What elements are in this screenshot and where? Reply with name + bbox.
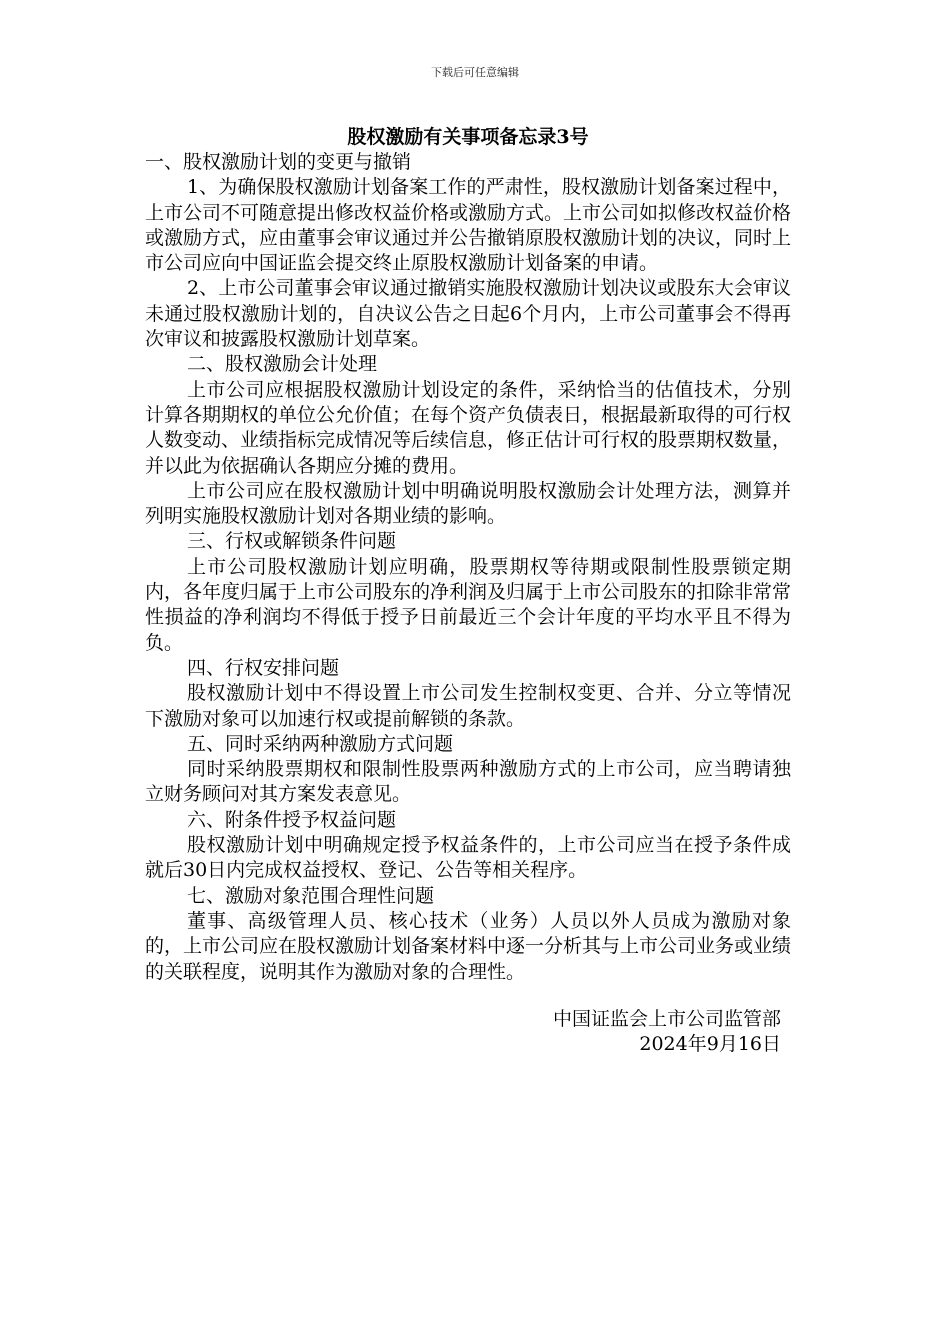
section-heading: 一、股权激励计划的变更与撤销	[145, 151, 412, 173]
paragraph: 董事、高级管理人员、核心技术（业务）人员以外人员成为激励对象的，上市公司应在股权激励计划备案材料中逐一分析其与上市公司业务或业绩的关联程度，说明其作为激励对象的合理性。	[145, 909, 792, 983]
paragraph: 股权激励计划中明确规定授予权益条件的，上市公司应当在授予条件成就后30日内完成权益授权、登记、公告等相关程序。	[145, 834, 791, 882]
section-conditional-grant	[145, 808, 791, 884]
signature-block	[145, 1007, 791, 1058]
document-body	[145, 150, 791, 985]
signature-organization: 中国证监会上市公司监管部	[552, 1007, 781, 1030]
section-heading: 五、同时采纳两种激励方式问题	[187, 732, 454, 755]
section-heading: 二、股权激励会计处理	[187, 353, 378, 376]
paragraph: 2、上市公司董事会审议通过撤销实施股权激励计划决议或股东大会审议未通过股权激励计划的，自决议公告之日起6个月内，上市公司董事会不得再次审议和披露股权激励计划草案。	[145, 277, 791, 351]
section-heading: 七、激励对象范围合理性问题	[187, 884, 435, 907]
section-change-revocation	[145, 150, 791, 352]
document-page	[145, 124, 791, 1058]
signature-date: 2024年9月16日	[639, 1033, 781, 1056]
section-dual-incentive	[145, 732, 791, 808]
section-accounting	[145, 352, 791, 529]
paragraph: 1、为确保股权激励计划备案工作的严肃性，股权激励计划备案过程中，上市公司不可随意提出修改权益价格或激励方式。上市公司如拟修改权益价格或激励方式，应由董事会审议通过并公告撤销原股权激励计划的决议，同时上市公司应向中国证监会提交终止原股权激励计划备案的申请。	[145, 176, 792, 275]
header-note: 下载后可任意编辑	[431, 66, 519, 79]
paragraph: 上市公司股权激励计划应明确，股票期权等待期或限制性股票锁定期内，各年度归属于上市公司股东的净利润及归属于上市公司股东的扣除非常常性损益的净利润均不得低于授予日前最近三个会计年度的平均水平且不得为负。	[145, 555, 792, 654]
section-heading: 四、行权安排问题	[187, 656, 340, 679]
document-title: 股权激励有关事项备忘录3号	[347, 126, 589, 148]
paragraph: 同时采纳股票期权和限制性股票两种激励方式的上市公司，应当聘请独立财务顾问对其方案发表意见。	[145, 758, 791, 806]
paragraph: 上市公司应在股权激励计划中明确说明股权激励会计处理方法，测算并列明实施股权激励计划对各期业绩的影响。	[145, 479, 791, 528]
section-heading: 六、附条件授予权益问题	[187, 808, 397, 831]
paragraph: 股权激励计划中不得设置上市公司发生控制权变更、合并、分立等情况下激励对象可以加速行权或提前解锁的条款。	[145, 682, 791, 730]
section-exercise-conditions	[145, 529, 791, 655]
paragraph: 上市公司应根据股权激励计划设定的条件，采纳恰当的估值技术，分别计算各期期权的单位公允价值；在每个资产负债表日，根据最新取得的可行权人数变动、业绩指标完成情况等后续信息，修正估计可行权的股票期权数量，并以此为依据确认各期应分摊的费用。	[145, 378, 792, 477]
section-exercise-arrangement	[145, 656, 791, 732]
section-recipient-scope	[145, 884, 791, 985]
section-heading: 三、行权或解锁条件问题	[187, 530, 397, 553]
